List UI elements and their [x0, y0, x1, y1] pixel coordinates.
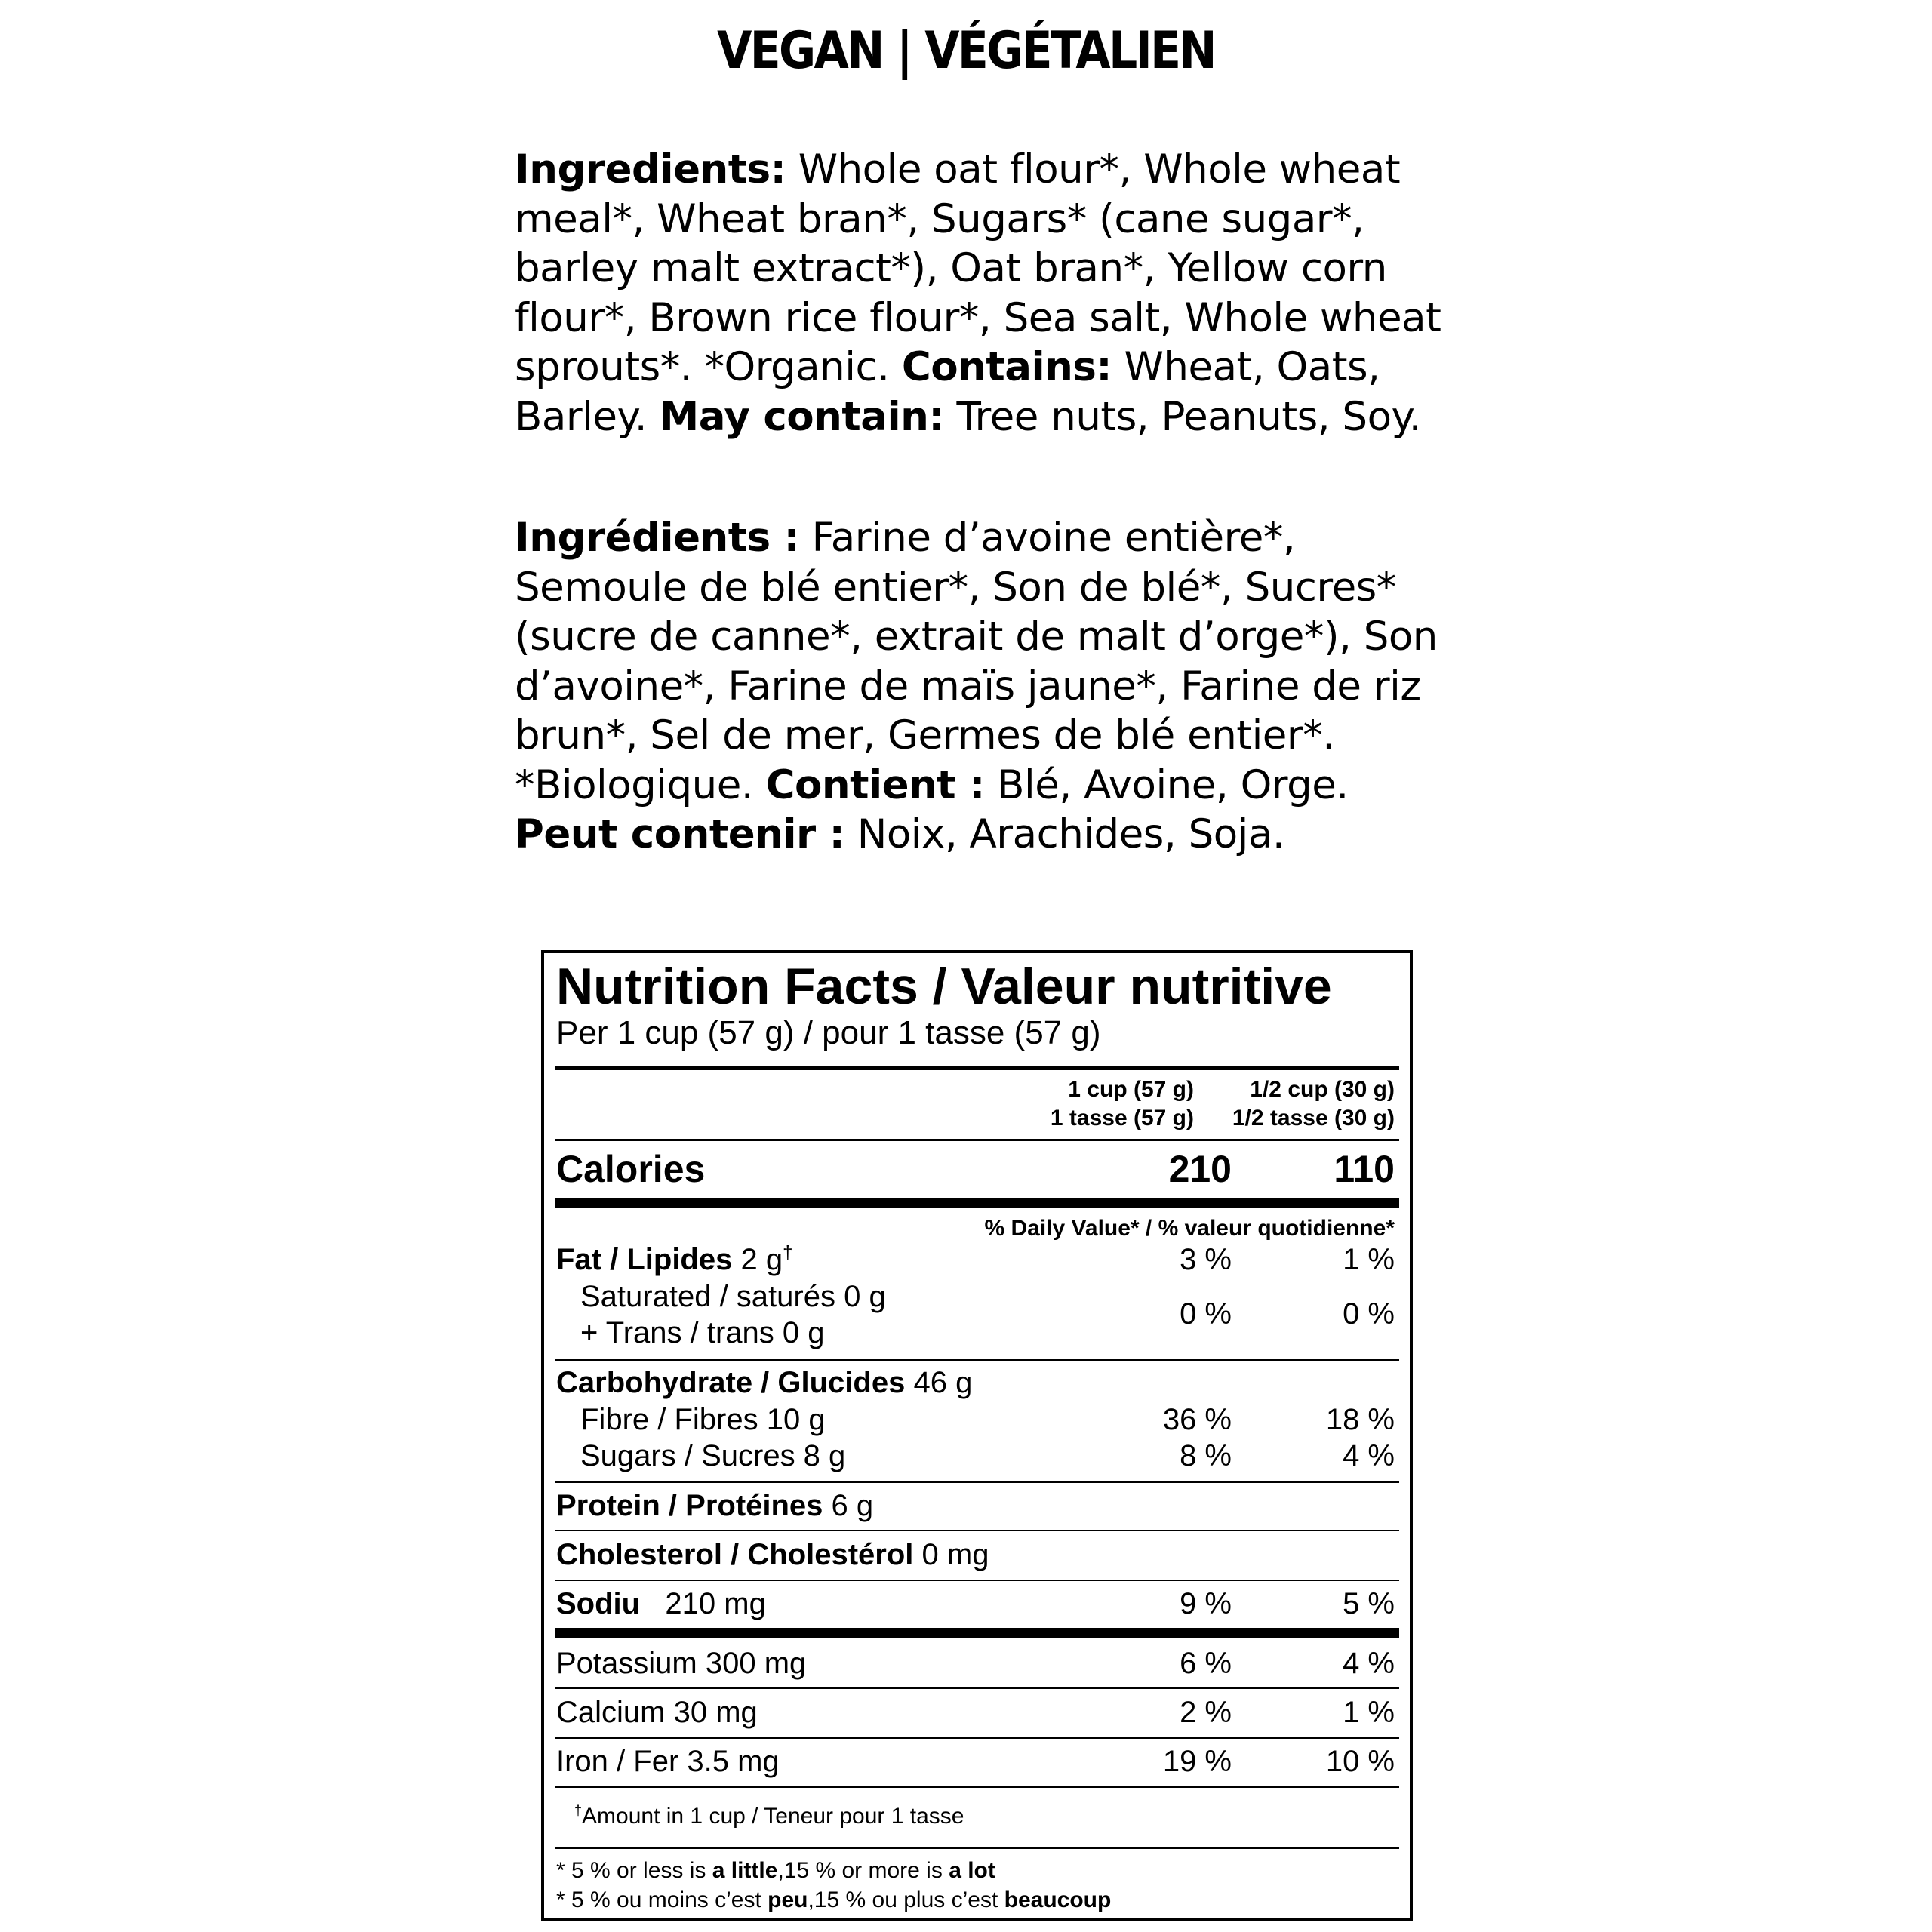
fat-dv-col2: 1 % — [1343, 1243, 1395, 1276]
cholesterol-label: Cholesterol / Cholestérol — [556, 1538, 914, 1571]
sodium-dv-col1: 9 % — [1180, 1587, 1232, 1620]
rule-protein — [555, 1530, 1399, 1531]
iron-row: Iron / Fer 3.5 mg — [556, 1745, 780, 1778]
iron-dv-col2: 10 % — [1325, 1745, 1395, 1778]
calories-label: Calories — [556, 1148, 706, 1190]
fibre-dv-col2: 18 % — [1325, 1403, 1395, 1436]
ingredients-french — [515, 513, 1451, 860]
rule-header — [555, 1139, 1399, 1141]
fat-dv-col1: 3 % — [1180, 1243, 1232, 1276]
rule-carb — [555, 1481, 1399, 1483]
carb-amount: 46 g — [905, 1366, 973, 1399]
rule-top — [555, 1066, 1399, 1070]
page-title: VEGAN | VÉGÉTALIEN — [717, 21, 1215, 81]
daily-value-footnote-fr — [556, 1886, 1111, 1915]
contains-text-fr: Blé, Avoine, Orge. — [984, 761, 1349, 808]
potassium-row: Potassium 300 mg — [556, 1647, 807, 1680]
fn-en-part2: ,15 % or more is — [777, 1858, 949, 1883]
saturated-row: Saturated / saturés 0 g — [580, 1280, 886, 1313]
nutrition-facts-panel — [541, 950, 1413, 1921]
fibre-row: Fibre / Fibres 10 g — [580, 1403, 826, 1436]
protein-amount: 6 g — [823, 1489, 874, 1522]
footnote-dagger: † — [574, 1803, 583, 1818]
potassium-dv-col1: 6 % — [1180, 1647, 1232, 1680]
saturated-dv-col2: 0 % — [1343, 1297, 1395, 1331]
rule-sodium — [555, 1628, 1399, 1638]
may-contain-text-fr: Noix, Arachides, Soja. — [844, 811, 1285, 857]
rule-calcium — [555, 1737, 1399, 1739]
fn-fr-part2: ,15 % ou plus c’est — [808, 1887, 1004, 1912]
may-contain-label: May contain: — [659, 393, 945, 440]
sodium-dv-col2: 5 % — [1343, 1587, 1395, 1620]
calcium-row: Calcium 30 mg — [556, 1696, 758, 1729]
nutrition-title: Nutrition Facts / Valeur nutritive — [556, 958, 1332, 1015]
contains-text: Wheat, Oats, Barley. — [515, 344, 1380, 440]
cholesterol-row — [556, 1537, 989, 1573]
rule-footnote — [555, 1847, 1399, 1849]
sugars-dv-col2: 4 % — [1343, 1439, 1395, 1472]
sodium-row — [556, 1586, 766, 1622]
calories-col2: 110 — [1334, 1148, 1395, 1190]
fn-en-little: a little — [712, 1858, 778, 1883]
fn-fr-part1: * 5 % ou moins c’est — [556, 1887, 768, 1912]
fn-fr-beaucoup: beaucoup — [1004, 1887, 1112, 1912]
sodium-label: Sodiu — [556, 1587, 641, 1620]
fat-label: Fat / Lipides — [556, 1243, 733, 1276]
may-contain-text: Tree nuts, Peanuts, Soy. — [944, 393, 1422, 440]
amount-footnote — [574, 1802, 964, 1831]
sugars-row: Sugars / Sucres 8 g — [580, 1439, 846, 1472]
contains-label: Contains: — [901, 344, 1112, 390]
ingredients-text-fr: Farine d’avoine entière*, Semoule de blé entier*, Son de blé*, Sucres* (sucre de canne*, extrait de malt d’orge*), Son d’avoine*, Farine de maïs jaune*, Farine de riz brun*, Sel de mer, Germes de blé entier*. *Biologique. — [515, 515, 1438, 808]
fn-en-part1: * 5 % or less is — [556, 1858, 712, 1883]
iron-dv-col1: 19 % — [1162, 1745, 1232, 1778]
potassium-dv-col2: 4 % — [1343, 1647, 1395, 1680]
contains-label-fr: Contient : — [765, 761, 985, 808]
may-contain-label-fr: Peut contenir : — [515, 811, 845, 857]
sodium-amount: 210 mg — [640, 1587, 766, 1620]
col1-header-line2: 1 tasse (57 g) — [1050, 1106, 1194, 1131]
fn-fr-peu: peu — [768, 1887, 808, 1912]
footnote-amount-text: Amount in 1 cup / Teneur pour 1 tasse — [582, 1804, 964, 1829]
rule-fat — [555, 1359, 1399, 1361]
ingredients-label: Ingredients: — [515, 146, 786, 192]
col2-header-line1: 1/2 cup (30 g) — [1250, 1077, 1395, 1102]
fat-dagger: † — [783, 1242, 793, 1263]
saturated-dv-col1: 0 % — [1180, 1297, 1232, 1331]
fn-en-lot: a lot — [949, 1858, 995, 1883]
carb-row-label — [556, 1364, 972, 1401]
rule-potassium — [555, 1687, 1399, 1689]
col2-header-line2: 1/2 tasse (30 g) — [1232, 1106, 1395, 1131]
calcium-dv-col1: 2 % — [1180, 1696, 1232, 1729]
sugars-dv-col1: 8 % — [1180, 1439, 1232, 1472]
ingredients-label-fr: Ingrédients : — [515, 515, 800, 561]
fibre-dv-col1: 36 % — [1162, 1403, 1232, 1436]
carb-label: Carbohydrate / Glucides — [556, 1366, 906, 1399]
ingredients-text: Whole oat flour*, Whole wheat meal*, Wheat bran*, Sugars* (cane sugar*, barley malt extract*), Oat bran*, Yellow corn flour*, Brown rice flour*, Sea salt, Whole wheat sprouts*. *Organic. — [515, 146, 1441, 390]
daily-value-header: % Daily Value* / % valeur quotidienne* — [984, 1216, 1395, 1241]
fat-amount: 2 g — [732, 1243, 783, 1276]
daily-value-footnote-en — [556, 1857, 995, 1885]
cholesterol-amount: 0 mg — [913, 1538, 989, 1571]
trans-row: + Trans / trans 0 g — [580, 1316, 825, 1349]
calories-col1: 210 — [1168, 1148, 1232, 1190]
serving-size: Per 1 cup (57 g) / pour 1 tasse (57 g) — [556, 1014, 1101, 1051]
rule-iron — [555, 1786, 1399, 1788]
fat-row-label — [556, 1241, 792, 1278]
col1-header-line1: 1 cup (57 g) — [1068, 1077, 1194, 1102]
ingredients-english — [515, 145, 1451, 441]
protein-row — [556, 1487, 873, 1524]
rule-calories — [555, 1198, 1399, 1208]
protein-label: Protein / Protéines — [556, 1489, 823, 1522]
calcium-dv-col2: 1 % — [1343, 1696, 1395, 1729]
rule-cholesterol — [555, 1580, 1399, 1581]
